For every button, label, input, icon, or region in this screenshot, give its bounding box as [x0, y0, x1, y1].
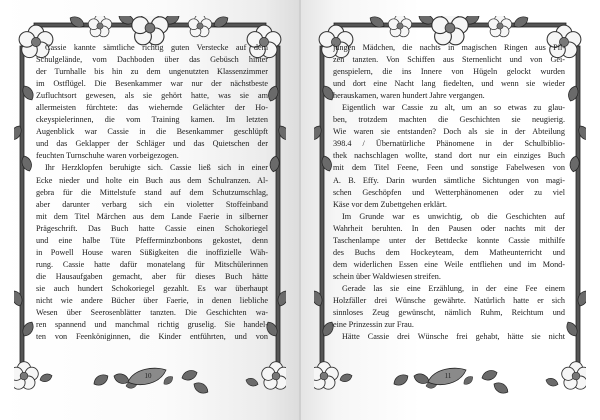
text-line: Cassie kannte sämtliche richtig guten Verstecke auf dem [45, 43, 268, 52]
text-line: rung. Cassie hatte dafür monatelang für Mitschülerinnen [36, 259, 268, 269]
page-number: 10 [144, 372, 152, 380]
page-number: 11 [444, 372, 452, 380]
text-line: Taschenlampe unter der Bettdecke konnte Cassie mithilfe [333, 235, 565, 245]
right-page [300, 0, 600, 420]
text-line: und dort eine Nacht lang fiedelten, und wenn sie wieder [333, 79, 565, 89]
text-line: jungen Mädchen, die nachts in magischen Ringen aus Pil- [333, 43, 565, 52]
text-line: thek nachschlagen wollte, stand dort nur ein einziges Buch [333, 151, 565, 161]
text-line: ckeyspielerinnen, die vom Training kamen. Im letzten [36, 115, 268, 125]
text-line: zen tanzten. Von Schiffen aus Sternenlicht und von Gei- [333, 55, 565, 65]
text-line: Ihr Herzklopfen beruhigte sich. Cassie ließ sich in einer [45, 163, 268, 173]
text-line: des Buchs dem Hockeyteam, dem Matheunterricht und [333, 247, 565, 257]
text-line: eine Prinzessin zur Frau. [333, 320, 414, 330]
text-line: genspielern, die ins Innere von Hügeln gelockt wurden [333, 67, 565, 77]
text-line: die Hausaufgaben gemacht, aber für dieses Buch hätte [36, 271, 268, 281]
text-line: Eigentlich war Cassie zu alt, um an so etwas zu glau- [342, 103, 565, 113]
text-line: in Powell House waren Süßigkeiten die inoffizielle Wäh- [36, 247, 268, 257]
left-page-text [36, 42, 268, 343]
text-line: Holzfäller drei Wünsche gewährte. Natürlich hatte er sich [333, 295, 565, 305]
text-line: im Ostflügel. Die Besenkammer war nur der nächstbeste [36, 79, 268, 89]
text-line: sinnloses Zeug gewünscht, nämlich Ruhm, Reichtum und [333, 308, 565, 318]
text-line: Wie waren sie entstanden? Doch als sie in der Abteilung [333, 127, 565, 137]
text-line: mit dem Titel Märchen aus dem Lande Faerie in silberner [36, 211, 268, 221]
book-gutter [299, 0, 301, 420]
text-line: und das Geklapper der Schläger und das Quietschen der [36, 139, 268, 149]
text-line: und eine halbe Tüte Pfefferminzbonbons gekostet, denn [36, 235, 268, 245]
text-line: Käse vor dem Zubettgehen erklärt. [333, 199, 447, 209]
text-line: aber darunter verbarg sich ein violetter Stoffeinband [36, 199, 268, 209]
text-line: A. B. Effy. Darin wurden sämtliche Sichtungen von magi- [333, 175, 565, 185]
text-line: schen Geschöpfen und Wetterphänomenen oder zu viel [333, 187, 565, 197]
text-line: Wesen über Seerosenblätter tanzten. Die Geschichten wa- [36, 308, 268, 318]
text-line: herauskamen, waren hundert Jahre vergangen. [333, 91, 485, 101]
text-line: 398.4 / Übernatürliche Phänomene in der Schulbiblio- [333, 139, 565, 149]
text-line: sie auch hundert Schokoriegel gezahlt. Es war überhaupt [36, 283, 268, 293]
text-line: Schulgelände, vom Dachboden über das Gebüsch hinter [36, 55, 268, 65]
right-page-text [333, 42, 565, 343]
text-line: schein über Waldwiesen streifen. [333, 271, 441, 281]
text-line: Ecke nieder und holte ein Buch aus dem Schulranzen. Al- [36, 175, 268, 185]
text-line: Gerade las sie eine Erzählung, in der eine Fee einem [342, 283, 565, 293]
text-line: Hätte Cassie drei Wünsche frei gehabt, hätte sie nicht [342, 332, 565, 342]
text-line: mit dem Titel Feene, Feen und sonstige Fabelwesen von [333, 163, 565, 173]
text-line: Zufluchtsort gewesen, als sie gehört hatte, was sie am [36, 91, 268, 101]
text-line: feuchten Turnschuhe waren vorbeigezogen. [36, 151, 179, 161]
text-line: Wahrheit beruhten. In den Pausen oder nachts mit der [333, 223, 565, 233]
text-line: nicht wie andere Bücher über Faerie, in denen liebliche [36, 295, 268, 305]
text-line: gebra für die Mittelstufe stand auf dem Schutzumschlag, [36, 187, 268, 197]
text-line: ren spannend und manchmal richtig gruselig. Sie handel- [36, 320, 268, 330]
text-line: Im Grunde war es unwichtig, ob die Geschichten auf [342, 211, 565, 221]
text-line: Augenblick war Cassie in die Besenkammer geschlüpft [36, 127, 268, 137]
text-line: dem widerlichen Essen eine Weile entfliehen und im Mond- [333, 259, 565, 269]
text-line: Prägeschrift. Das Buch hatte Cassie einen Schokoriegel [36, 223, 268, 233]
text-line: ben, trotzdem machten die Geschichten sie neugierig. [333, 115, 565, 125]
text-line: ten von Feenköniginnen, die Kinder entführten, und von [36, 332, 268, 342]
text-line: der Turnhalle bis hin zu dem ungenutzten Klassenzimmer [36, 67, 268, 77]
text-line: allermeisten fürchtete: das wiehernde Gelächter der Ho- [36, 103, 268, 113]
